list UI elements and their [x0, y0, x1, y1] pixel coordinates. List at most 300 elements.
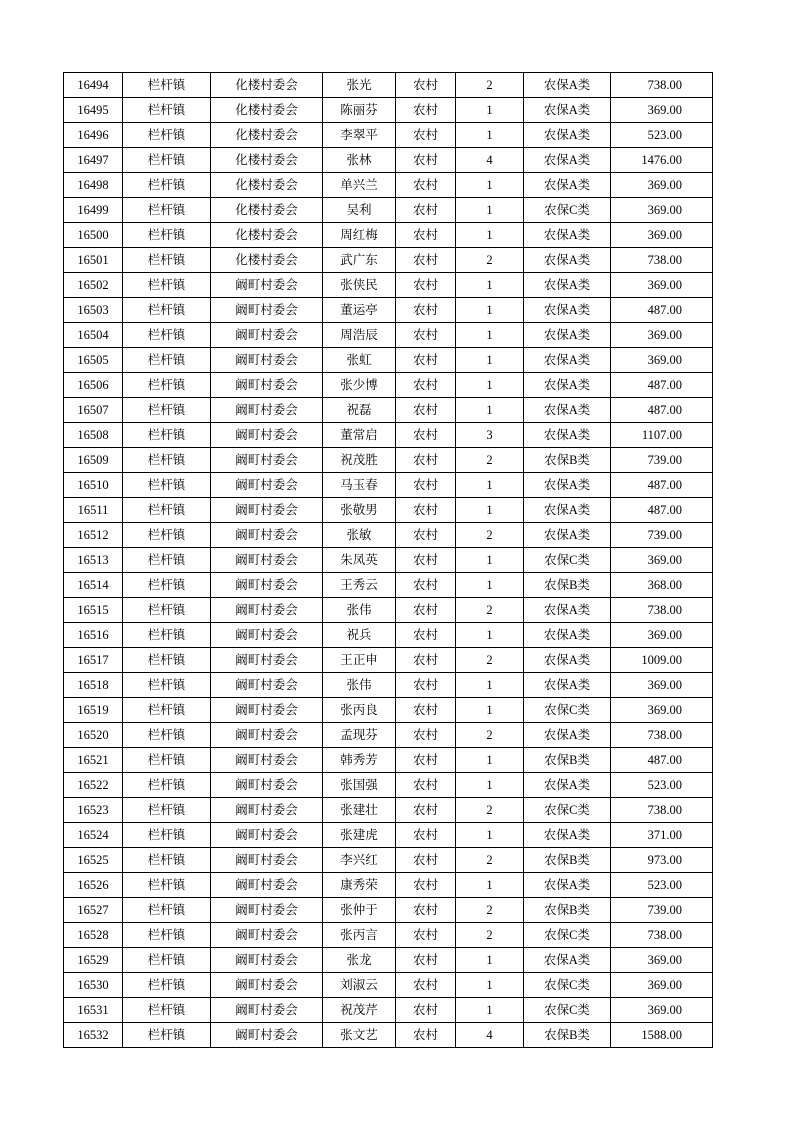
cell-person-name: 周红梅 [323, 223, 396, 248]
cell-person-count: 4 [456, 148, 524, 173]
cell-insurance-category: 农保A类 [524, 598, 611, 623]
cell-record-id: 16527 [64, 898, 123, 923]
cell-insurance-category: 农保A类 [524, 123, 611, 148]
cell-town: 栏杆镇 [123, 548, 211, 573]
table-row [64, 348, 713, 373]
cell-town: 栏杆镇 [123, 98, 211, 123]
cell-person-name: 孟现芬 [323, 723, 396, 748]
cell-town: 栏杆镇 [123, 248, 211, 273]
cell-person-name: 祝茂芹 [323, 998, 396, 1023]
cell-amount: 973.00 [611, 848, 713, 873]
cell-insurance-category: 农保C类 [524, 198, 611, 223]
cell-person-count: 1 [456, 673, 524, 698]
table-row [64, 873, 713, 898]
cell-record-id: 16524 [64, 823, 123, 848]
cell-town: 栏杆镇 [123, 873, 211, 898]
cell-town: 栏杆镇 [123, 473, 211, 498]
cell-person-count: 2 [456, 848, 524, 873]
cell-record-id: 16519 [64, 698, 123, 723]
table-row [64, 423, 713, 448]
cell-town: 栏杆镇 [123, 223, 211, 248]
cell-person-name: 韩秀芳 [323, 748, 396, 773]
cell-insurance-category: 农保A类 [524, 98, 611, 123]
cell-village-committee: 阚町村委会 [211, 348, 323, 373]
cell-person-count: 1 [456, 223, 524, 248]
cell-area-type: 农村 [396, 698, 456, 723]
table-row [64, 573, 713, 598]
cell-amount: 369.00 [611, 98, 713, 123]
cell-person-count: 1 [456, 973, 524, 998]
cell-amount: 369.00 [611, 223, 713, 248]
cell-person-name: 张敬男 [323, 498, 396, 523]
cell-amount: 739.00 [611, 448, 713, 473]
cell-insurance-category: 农保B类 [524, 573, 611, 598]
cell-area-type: 农村 [396, 923, 456, 948]
cell-record-id: 16510 [64, 473, 123, 498]
table-row [64, 273, 713, 298]
cell-record-id: 16501 [64, 248, 123, 273]
cell-village-committee: 阚町村委会 [211, 1023, 323, 1048]
cell-insurance-category: 农保C类 [524, 798, 611, 823]
cell-insurance-category: 农保A类 [524, 773, 611, 798]
cell-village-committee: 阚町村委会 [211, 423, 323, 448]
cell-record-id: 16522 [64, 773, 123, 798]
cell-town: 栏杆镇 [123, 348, 211, 373]
cell-area-type: 农村 [396, 523, 456, 548]
cell-insurance-category: 农保B类 [524, 748, 611, 773]
cell-area-type: 农村 [396, 398, 456, 423]
cell-area-type: 农村 [396, 973, 456, 998]
cell-amount: 369.00 [611, 348, 713, 373]
cell-amount: 369.00 [611, 173, 713, 198]
cell-insurance-category: 农保A类 [524, 398, 611, 423]
cell-area-type: 农村 [396, 848, 456, 873]
table-row [64, 673, 713, 698]
cell-person-name: 马玉春 [323, 473, 396, 498]
table-row [64, 773, 713, 798]
cell-area-type: 农村 [396, 548, 456, 573]
table-row [64, 198, 713, 223]
cell-town: 栏杆镇 [123, 673, 211, 698]
cell-person-count: 2 [456, 923, 524, 948]
cell-village-committee: 阚町村委会 [211, 698, 323, 723]
cell-person-name: 张丙言 [323, 923, 396, 948]
cell-insurance-category: 农保A类 [524, 823, 611, 848]
cell-area-type: 农村 [396, 148, 456, 173]
cell-amount: 369.00 [611, 623, 713, 648]
cell-person-name: 张林 [323, 148, 396, 173]
cell-record-id: 16508 [64, 423, 123, 448]
cell-person-count: 1 [456, 323, 524, 348]
cell-person-name: 张龙 [323, 948, 396, 973]
cell-insurance-category: 农保A类 [524, 873, 611, 898]
cell-person-name: 董运亭 [323, 298, 396, 323]
cell-village-committee: 化楼村委会 [211, 98, 323, 123]
cell-person-count: 2 [456, 898, 524, 923]
cell-town: 栏杆镇 [123, 273, 211, 298]
cell-town: 栏杆镇 [123, 898, 211, 923]
cell-person-name: 李兴红 [323, 848, 396, 873]
cell-area-type: 农村 [396, 798, 456, 823]
cell-amount: 1009.00 [611, 648, 713, 673]
cell-record-id: 16520 [64, 723, 123, 748]
cell-area-type: 农村 [396, 248, 456, 273]
cell-person-name: 王秀云 [323, 573, 396, 598]
cell-village-committee: 阚町村委会 [211, 298, 323, 323]
cell-record-id: 16511 [64, 498, 123, 523]
cell-amount: 1476.00 [611, 148, 713, 173]
cell-area-type: 农村 [396, 273, 456, 298]
table-body [64, 73, 713, 1048]
cell-person-count: 1 [456, 548, 524, 573]
cell-amount: 487.00 [611, 473, 713, 498]
cell-insurance-category: 农保A类 [524, 298, 611, 323]
table-row [64, 923, 713, 948]
cell-amount: 738.00 [611, 598, 713, 623]
cell-town: 栏杆镇 [123, 123, 211, 148]
cell-person-name: 张虹 [323, 348, 396, 373]
cell-insurance-category: 农保A类 [524, 73, 611, 98]
cell-area-type: 农村 [396, 423, 456, 448]
cell-area-type: 农村 [396, 98, 456, 123]
cell-area-type: 农村 [396, 723, 456, 748]
table-row [64, 223, 713, 248]
cell-person-name: 张文艺 [323, 1023, 396, 1048]
cell-person-count: 4 [456, 1023, 524, 1048]
cell-village-committee: 阚町村委会 [211, 948, 323, 973]
table-row [64, 448, 713, 473]
cell-insurance-category: 农保B类 [524, 848, 611, 873]
cell-insurance-category: 农保A类 [524, 673, 611, 698]
table-row [64, 823, 713, 848]
cell-insurance-category: 农保A类 [524, 473, 611, 498]
cell-person-count: 1 [456, 573, 524, 598]
cell-person-name: 祝磊 [323, 398, 396, 423]
cell-village-committee: 化楼村委会 [211, 248, 323, 273]
cell-record-id: 16523 [64, 798, 123, 823]
cell-village-committee: 阚町村委会 [211, 648, 323, 673]
cell-person-name: 祝兵 [323, 623, 396, 648]
cell-record-id: 16521 [64, 748, 123, 773]
cell-record-id: 16509 [64, 448, 123, 473]
cell-village-committee: 阚町村委会 [211, 898, 323, 923]
cell-person-count: 1 [456, 373, 524, 398]
cell-village-committee: 阚町村委会 [211, 873, 323, 898]
cell-town: 栏杆镇 [123, 373, 211, 398]
cell-amount: 487.00 [611, 298, 713, 323]
cell-amount: 369.00 [611, 698, 713, 723]
cell-person-count: 1 [456, 498, 524, 523]
cell-record-id: 16495 [64, 98, 123, 123]
cell-person-name: 张少博 [323, 373, 396, 398]
cell-record-id: 16517 [64, 648, 123, 673]
cell-person-count: 2 [456, 598, 524, 623]
cell-amount: 739.00 [611, 898, 713, 923]
cell-town: 栏杆镇 [123, 523, 211, 548]
cell-person-name: 张建壮 [323, 798, 396, 823]
cell-area-type: 农村 [396, 473, 456, 498]
cell-area-type: 农村 [396, 948, 456, 973]
cell-insurance-category: 农保A类 [524, 648, 611, 673]
table-row [64, 548, 713, 573]
cell-village-committee: 阚町村委会 [211, 323, 323, 348]
cell-area-type: 农村 [396, 748, 456, 773]
cell-record-id: 16497 [64, 148, 123, 173]
table-row [64, 523, 713, 548]
cell-insurance-category: 农保A类 [524, 623, 611, 648]
cell-amount: 523.00 [611, 123, 713, 148]
cell-town: 栏杆镇 [123, 823, 211, 848]
cell-amount: 368.00 [611, 573, 713, 598]
cell-person-count: 1 [456, 173, 524, 198]
cell-record-id: 16514 [64, 573, 123, 598]
cell-person-name: 王正申 [323, 648, 396, 673]
cell-person-count: 2 [456, 723, 524, 748]
cell-amount: 487.00 [611, 398, 713, 423]
cell-village-committee: 阚町村委会 [211, 798, 323, 823]
cell-insurance-category: 农保A类 [524, 723, 611, 748]
table-row [64, 473, 713, 498]
cell-record-id: 16505 [64, 348, 123, 373]
table-row [64, 298, 713, 323]
cell-person-count: 2 [456, 448, 524, 473]
cell-town: 栏杆镇 [123, 448, 211, 473]
table-row [64, 898, 713, 923]
cell-area-type: 农村 [396, 198, 456, 223]
table-row [64, 98, 713, 123]
cell-person-name: 刘淑云 [323, 973, 396, 998]
cell-record-id: 16529 [64, 948, 123, 973]
cell-area-type: 农村 [396, 998, 456, 1023]
cell-amount: 1588.00 [611, 1023, 713, 1048]
cell-village-committee: 阚町村委会 [211, 823, 323, 848]
cell-village-committee: 阚町村委会 [211, 848, 323, 873]
cell-town: 栏杆镇 [123, 798, 211, 823]
cell-town: 栏杆镇 [123, 148, 211, 173]
cell-person-name: 周浩辰 [323, 323, 396, 348]
cell-record-id: 16498 [64, 173, 123, 198]
cell-person-name: 朱凤英 [323, 548, 396, 573]
cell-amount: 738.00 [611, 798, 713, 823]
cell-insurance-category: 农保C类 [524, 698, 611, 723]
cell-person-count: 1 [456, 123, 524, 148]
cell-record-id: 16515 [64, 598, 123, 623]
cell-person-count: 1 [456, 748, 524, 773]
cell-insurance-category: 农保C类 [524, 998, 611, 1023]
cell-town: 栏杆镇 [123, 198, 211, 223]
cell-insurance-category: 农保A类 [524, 523, 611, 548]
cell-village-committee: 阚町村委会 [211, 623, 323, 648]
cell-village-committee: 阚町村委会 [211, 498, 323, 523]
cell-amount: 369.00 [611, 948, 713, 973]
cell-town: 栏杆镇 [123, 173, 211, 198]
cell-insurance-category: 农保A类 [524, 148, 611, 173]
cell-town: 栏杆镇 [123, 923, 211, 948]
cell-amount: 523.00 [611, 773, 713, 798]
cell-area-type: 农村 [396, 898, 456, 923]
cell-village-committee: 化楼村委会 [211, 223, 323, 248]
cell-record-id: 16532 [64, 1023, 123, 1048]
table-row [64, 948, 713, 973]
cell-area-type: 农村 [396, 323, 456, 348]
cell-amount: 369.00 [611, 273, 713, 298]
table-row [64, 398, 713, 423]
table-row [64, 498, 713, 523]
cell-record-id: 16528 [64, 923, 123, 948]
cell-town: 栏杆镇 [123, 298, 211, 323]
cell-record-id: 16530 [64, 973, 123, 998]
cell-insurance-category: 农保B类 [524, 448, 611, 473]
cell-person-count: 1 [456, 398, 524, 423]
cell-person-count: 1 [456, 698, 524, 723]
cell-village-committee: 化楼村委会 [211, 173, 323, 198]
cell-town: 栏杆镇 [123, 773, 211, 798]
cell-amount: 369.00 [611, 673, 713, 698]
cell-area-type: 农村 [396, 223, 456, 248]
cell-person-count: 1 [456, 773, 524, 798]
cell-insurance-category: 农保A类 [524, 348, 611, 373]
cell-area-type: 农村 [396, 623, 456, 648]
cell-person-count: 1 [456, 298, 524, 323]
cell-insurance-category: 农保A类 [524, 248, 611, 273]
table-row [64, 798, 713, 823]
cell-insurance-category: 农保C类 [524, 548, 611, 573]
cell-person-name: 张仲于 [323, 898, 396, 923]
cell-person-name: 张侠民 [323, 273, 396, 298]
cell-person-name: 张光 [323, 73, 396, 98]
cell-insurance-category: 农保A类 [524, 948, 611, 973]
cell-insurance-category: 农保A类 [524, 273, 611, 298]
cell-village-committee: 阚町村委会 [211, 673, 323, 698]
table-row [64, 623, 713, 648]
cell-insurance-category: 农保B类 [524, 898, 611, 923]
cell-area-type: 农村 [396, 648, 456, 673]
cell-town: 栏杆镇 [123, 848, 211, 873]
cell-amount: 487.00 [611, 498, 713, 523]
cell-amount: 369.00 [611, 973, 713, 998]
cell-village-committee: 阚町村委会 [211, 373, 323, 398]
cell-town: 栏杆镇 [123, 948, 211, 973]
cell-village-committee: 阚町村委会 [211, 523, 323, 548]
cell-village-committee: 阚町村委会 [211, 973, 323, 998]
cell-amount: 739.00 [611, 523, 713, 548]
cell-amount: 738.00 [611, 73, 713, 98]
cell-town: 栏杆镇 [123, 1023, 211, 1048]
cell-area-type: 农村 [396, 598, 456, 623]
cell-town: 栏杆镇 [123, 623, 211, 648]
cell-person-name: 董常启 [323, 423, 396, 448]
cell-record-id: 16500 [64, 223, 123, 248]
cell-village-committee: 阚町村委会 [211, 598, 323, 623]
cell-amount: 523.00 [611, 873, 713, 898]
cell-record-id: 16512 [64, 523, 123, 548]
cell-person-name: 陈丽芬 [323, 98, 396, 123]
table-row [64, 998, 713, 1023]
cell-village-committee: 阚町村委会 [211, 273, 323, 298]
cell-area-type: 农村 [396, 1023, 456, 1048]
cell-person-name: 张丙良 [323, 698, 396, 723]
cell-person-name: 张建虎 [323, 823, 396, 848]
cell-person-count: 1 [456, 623, 524, 648]
cell-person-count: 1 [456, 998, 524, 1023]
table-row [64, 848, 713, 873]
cell-insurance-category: 农保C类 [524, 923, 611, 948]
table-row [64, 248, 713, 273]
cell-person-count: 1 [456, 348, 524, 373]
cell-area-type: 农村 [396, 173, 456, 198]
cell-village-committee: 化楼村委会 [211, 148, 323, 173]
cell-insurance-category: 农保A类 [524, 498, 611, 523]
cell-insurance-category: 农保A类 [524, 323, 611, 348]
cell-record-id: 16504 [64, 323, 123, 348]
cell-village-committee: 阚町村委会 [211, 573, 323, 598]
cell-insurance-category: 农保A类 [524, 223, 611, 248]
cell-person-count: 2 [456, 648, 524, 673]
cell-area-type: 农村 [396, 73, 456, 98]
table-row [64, 748, 713, 773]
cell-area-type: 农村 [396, 823, 456, 848]
cell-village-committee: 化楼村委会 [211, 123, 323, 148]
cell-amount: 738.00 [611, 723, 713, 748]
cell-area-type: 农村 [396, 573, 456, 598]
cell-amount: 369.00 [611, 198, 713, 223]
cell-person-count: 2 [456, 523, 524, 548]
cell-person-count: 1 [456, 273, 524, 298]
cell-area-type: 农村 [396, 373, 456, 398]
cell-town: 栏杆镇 [123, 398, 211, 423]
cell-record-id: 16494 [64, 73, 123, 98]
cell-record-id: 16526 [64, 873, 123, 898]
table-row [64, 698, 713, 723]
cell-person-count: 1 [456, 823, 524, 848]
cell-insurance-category: 农保C类 [524, 973, 611, 998]
cell-town: 栏杆镇 [123, 998, 211, 1023]
table-row [64, 373, 713, 398]
cell-record-id: 16502 [64, 273, 123, 298]
cell-town: 栏杆镇 [123, 323, 211, 348]
cell-town: 栏杆镇 [123, 423, 211, 448]
cell-village-committee: 阚町村委会 [211, 923, 323, 948]
cell-record-id: 16525 [64, 848, 123, 873]
cell-record-id: 16516 [64, 623, 123, 648]
cell-insurance-category: 农保B类 [524, 1023, 611, 1048]
cell-village-committee: 化楼村委会 [211, 73, 323, 98]
cell-person-count: 1 [456, 98, 524, 123]
cell-area-type: 农村 [396, 673, 456, 698]
cell-town: 栏杆镇 [123, 748, 211, 773]
cell-town: 栏杆镇 [123, 723, 211, 748]
cell-amount: 369.00 [611, 548, 713, 573]
table-row [64, 598, 713, 623]
cell-area-type: 农村 [396, 348, 456, 373]
cell-person-count: 1 [456, 473, 524, 498]
cell-village-committee: 阚町村委会 [211, 398, 323, 423]
cell-person-name: 武广东 [323, 248, 396, 273]
cell-village-committee: 阚町村委会 [211, 748, 323, 773]
cell-person-name: 吴利 [323, 198, 396, 223]
cell-insurance-category: 农保A类 [524, 173, 611, 198]
cell-amount: 369.00 [611, 998, 713, 1023]
cell-record-id: 16496 [64, 123, 123, 148]
table-row [64, 723, 713, 748]
cell-village-committee: 阚町村委会 [211, 548, 323, 573]
cell-area-type: 农村 [396, 123, 456, 148]
cell-amount: 371.00 [611, 823, 713, 848]
cell-village-committee: 阚町村委会 [211, 473, 323, 498]
table-row [64, 73, 713, 98]
cell-town: 栏杆镇 [123, 498, 211, 523]
cell-village-committee: 阚町村委会 [211, 448, 323, 473]
